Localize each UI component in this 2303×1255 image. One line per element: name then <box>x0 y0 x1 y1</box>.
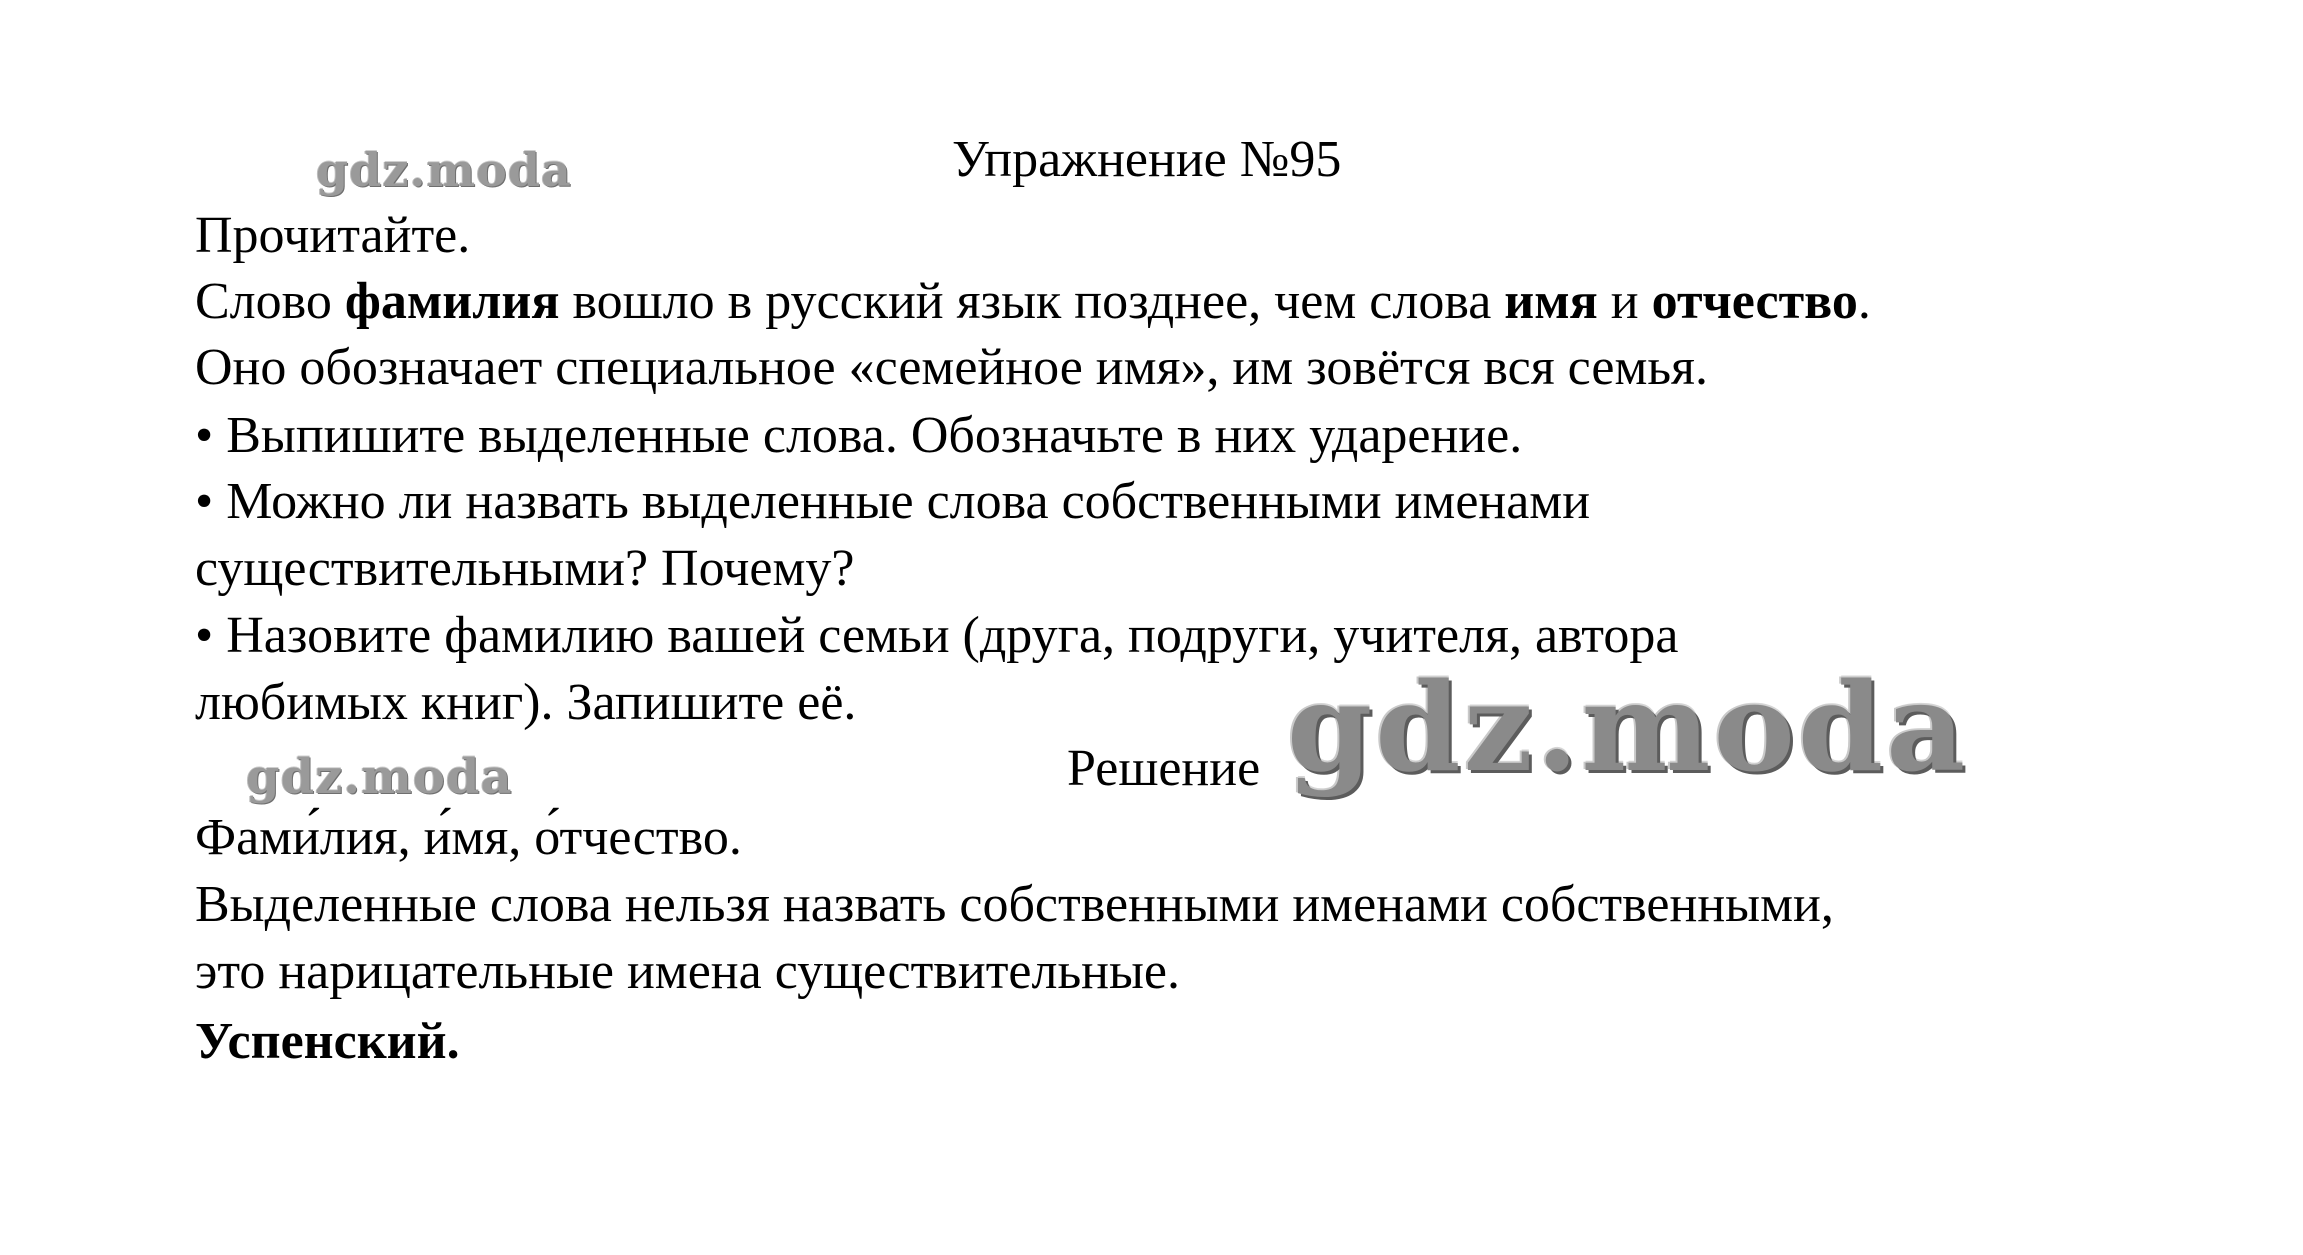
task-paragraph-line-1 <box>195 272 1871 332</box>
text-segment: вошло в русский язык позднее, чем слова <box>559 273 1505 330</box>
text-segment: . <box>1857 273 1871 330</box>
watermark-logo-large: gdz.moda <box>1287 655 1969 799</box>
highlighted-word-familiya: фамилия <box>344 273 560 330</box>
task-bullet-1: • Выпишите выделенные слова. Обозначьте в них ударение. <box>195 407 1523 464</box>
solution-line-3: это нарицательные имена существительные. <box>195 943 1181 1000</box>
text-segment: и <box>1597 273 1652 330</box>
text-segment: Слово <box>195 273 345 330</box>
task-bullet-3-continuation: любимых книг). Запишите её. <box>195 674 857 731</box>
exercise-title: Упражнение №95 <box>952 131 1342 188</box>
highlighted-word-otchestvo: отчество <box>1651 273 1858 330</box>
task-bullet-3: • Назовите фамилию вашей семьи (друга, подруги, учителя, автора <box>195 607 1679 664</box>
solution-heading: Решение <box>1067 740 1261 797</box>
task-bullet-2: • Можно ли назвать выделенные слова собственными именами <box>195 473 1591 530</box>
task-paragraph-line-2: Оно обозначает специальное «семейное имя», им зовётся вся семья. <box>195 339 1708 396</box>
task-bullet-2-continuation: существительными? Почему? <box>195 540 855 597</box>
instruction-text: Прочитайте. <box>195 207 471 264</box>
solution-line-2: Выделенные слова нельзя назвать собственными именами собственными, <box>195 876 1834 933</box>
solution-answer: Успенский. <box>195 1013 460 1070</box>
watermark-logo: gdz.moda <box>246 749 513 805</box>
solution-line-1: Фами́лия, и́мя, о́тчество. <box>195 809 742 866</box>
highlighted-word-imya: имя <box>1504 273 1598 330</box>
watermark-logo: gdz.moda <box>316 143 572 197</box>
